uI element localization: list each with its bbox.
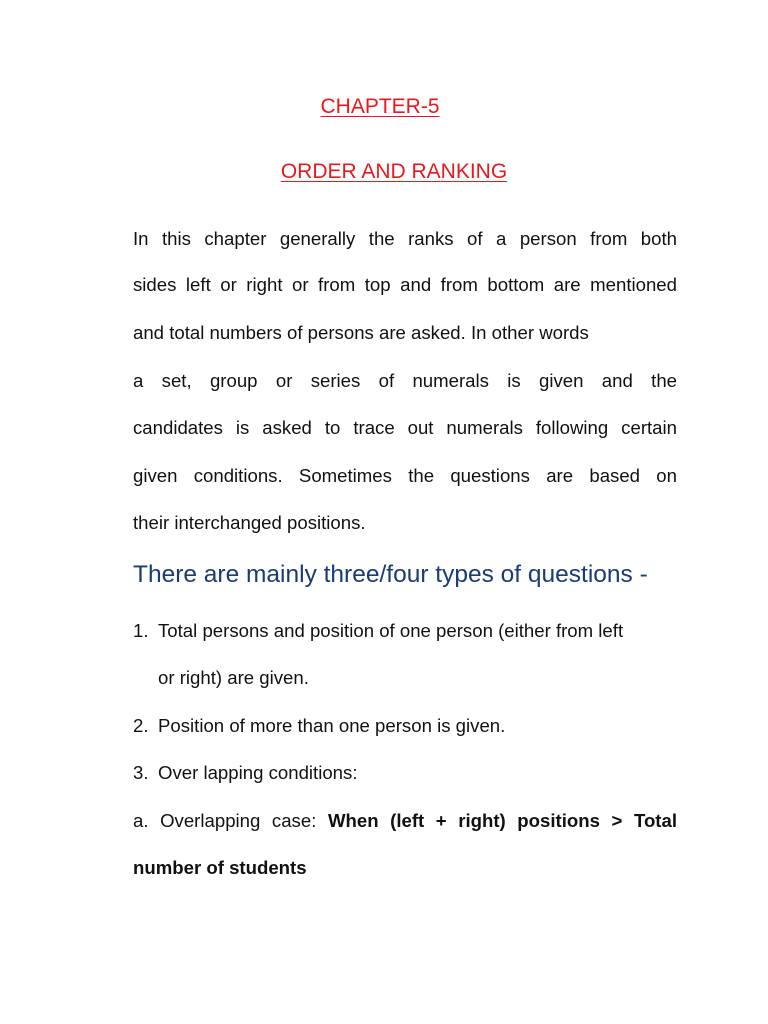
paragraph-line: given conditions. Sometimes the questions are based on xyxy=(133,465,677,486)
list-number: 1. xyxy=(133,620,149,641)
overlap-case-line xyxy=(133,809,677,833)
list-number: 3. xyxy=(133,762,149,783)
paragraph-line: a set, group or series of numerals is given and the xyxy=(133,370,677,391)
list-item xyxy=(133,761,677,785)
paragraph-line: sides left or right or from top and from bottom are mentioned xyxy=(133,274,677,295)
paragraph-line: In this chapter generally the ranks of a person from both xyxy=(133,228,677,249)
types-subheading: There are mainly three/four types of questions - xyxy=(133,561,648,588)
chapter-title: CHAPTER-5 xyxy=(320,95,440,118)
list-item xyxy=(133,714,677,738)
list-item xyxy=(133,619,677,643)
overlap-case-prefix: a. Overlapping case: xyxy=(133,810,328,831)
list-item-text: Over lapping conditions: xyxy=(158,762,358,783)
section-title: ORDER AND RANKING xyxy=(280,160,508,183)
overlap-case-condition-continuation: number of students xyxy=(133,857,307,878)
paragraph-line: their interchanged positions. xyxy=(133,512,366,533)
paragraph-line: and total numbers of persons are asked. In other words xyxy=(133,322,589,343)
overlap-case-condition: When (left + right) positions > Total xyxy=(327,810,677,831)
list-item-continuation: or right) are given. xyxy=(158,667,309,688)
list-item-text: Total persons and position of one person (either from left xyxy=(158,620,624,641)
list-number: 2. xyxy=(133,715,149,736)
list-item-text: Position of more than one person is given. xyxy=(158,715,506,736)
paragraph-line: candidates is asked to trace out numerals following certain xyxy=(133,417,677,438)
